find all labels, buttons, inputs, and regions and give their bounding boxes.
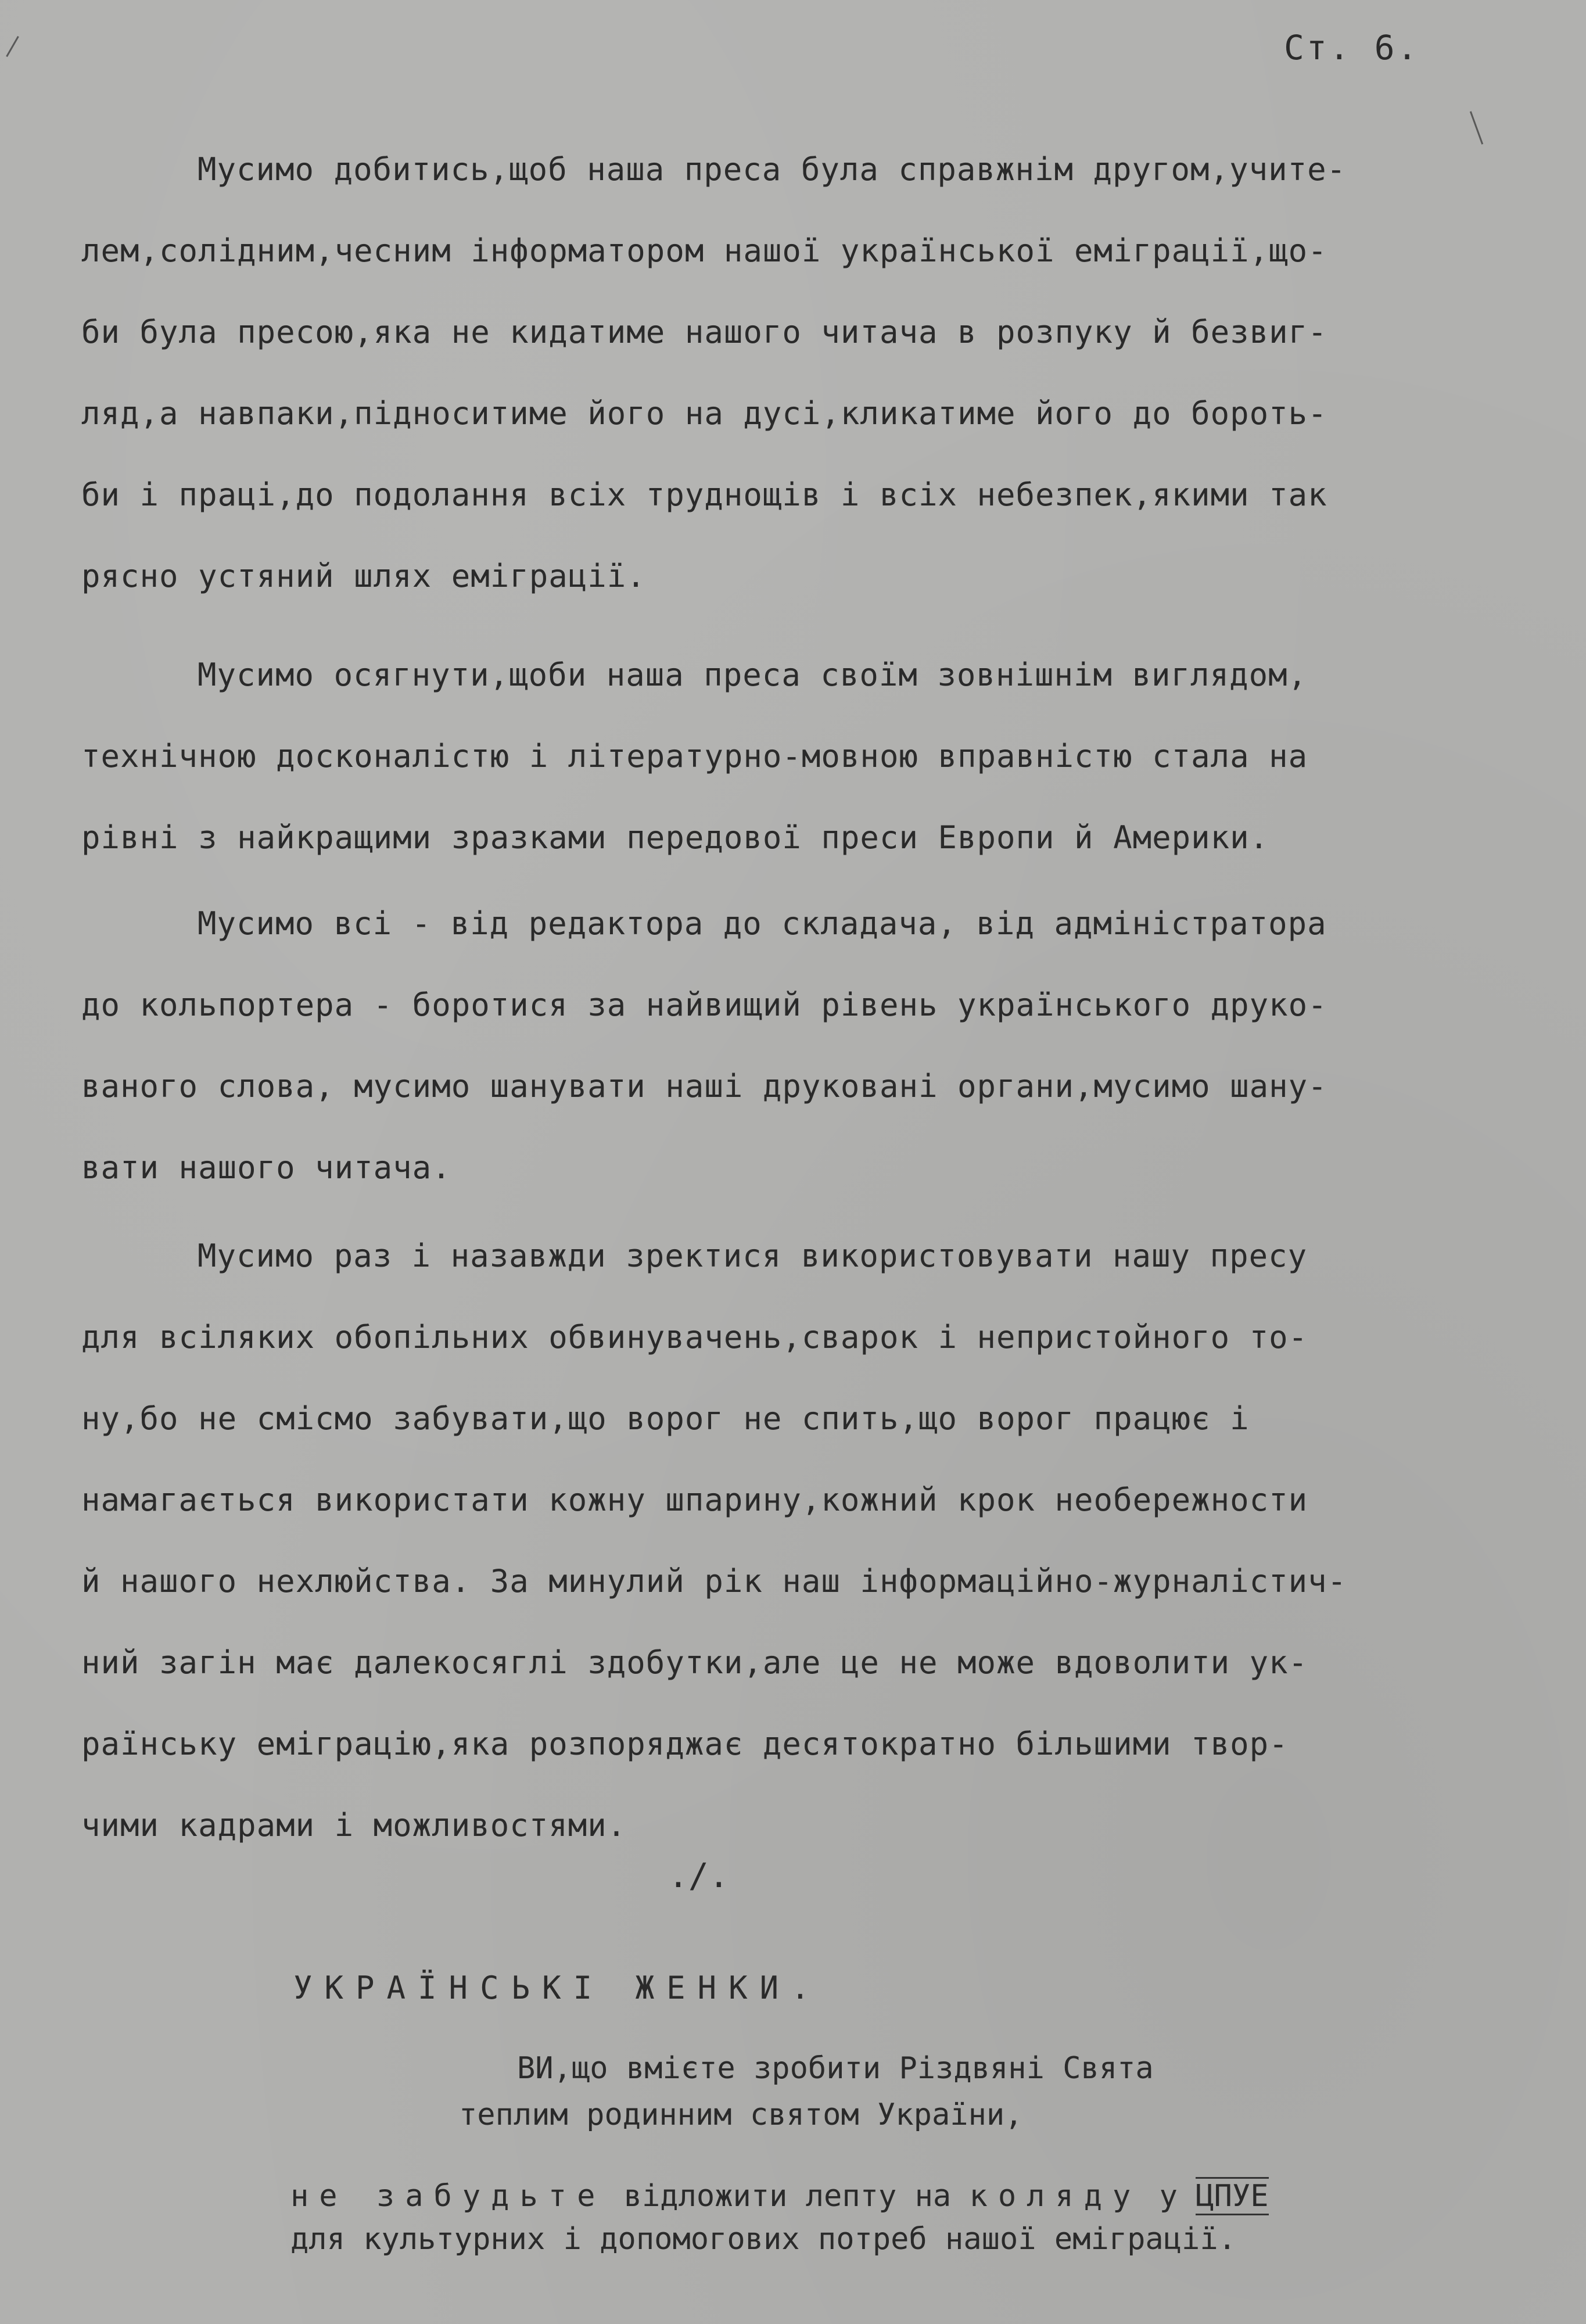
end-mark: ./.: [668, 1856, 729, 1895]
text-line: вати нашого читача.: [81, 1149, 451, 1186]
text-line: до кольпортера - боротися за найвищий рівень українського друко-: [81, 987, 1327, 1023]
text-line: чими кадрами і можливостями.: [81, 1807, 627, 1844]
text-line: раїнську еміграцію,яка розпоряджає десятократно більшими твор-: [81, 1726, 1289, 1762]
text-line: Мусимо всі - від редактора до складача, від адміністратора: [198, 905, 1327, 942]
appeal-call: [290, 2179, 1269, 2214]
appeal-call-text: відложити лепту на: [605, 2179, 970, 2214]
text-line: ваного слова, мусимо шанувати наші друковані органи,мусимо шану-: [81, 1068, 1327, 1104]
text-line: ний загін має далекосяглі здобутки,але це не може вдоволити ук-: [81, 1644, 1308, 1681]
appeal-call-emphasis: не забудьте: [290, 2179, 606, 2214]
text-line: Мусимо осягнути,щоби наша преса своїм зовнішнім виглядом,: [198, 657, 1308, 693]
text-line: ляд,а навпаки,підноситиме його на дусі,кликатиме його до бороть-: [81, 395, 1327, 432]
text-line: й нашого нехлюйства. За минулий рік наш інформаційно-журналістич-: [81, 1563, 1347, 1599]
margin-mark: [6, 36, 19, 57]
paragraph-4: [81, 1215, 1476, 1866]
organization-abbreviation: ЦПУЕ: [1196, 2177, 1268, 2215]
text-line: ну,бо не смісмо забувати,що ворог не спить,що ворог працює і: [81, 1400, 1250, 1437]
text-line: Мусимо добитись,щоб наша преса була справжнім другом,учите-: [198, 151, 1347, 188]
text-line: лем,солідним,чесним інформатором нашої української еміграції,що-: [81, 232, 1327, 269]
appeal-title: УКРАЇНСЬКІ ЖЕНКИ.: [293, 1970, 822, 2006]
page-number: Ст. 6.: [1284, 28, 1420, 67]
text-line: рівні з найкращими зразками передової преси Европи й Америки.: [81, 819, 1269, 856]
appeal-subtitle: теплим родинним святом України,: [459, 2097, 1023, 2132]
appeal-call-koliada: коляду: [969, 2179, 1142, 2214]
text-line: технічною досконалістю і літературно-мовною вправністю стала на: [81, 738, 1308, 774]
appeal-call-purpose: для культурних і допомогових потреб нашої еміграції.: [290, 2222, 1236, 2257]
text-line: би і праці,до подолання всіх труднощів і всіх небезпек,якими так: [81, 476, 1327, 513]
text-line: би була пресою,яка не кидатиме нашого читача в розпуку й безвиг-: [81, 314, 1327, 350]
text-line: Мусимо раз і назавжди зректися використовувати нашу пресу: [198, 1238, 1308, 1274]
appeal-call-text: у: [1141, 2179, 1196, 2214]
text-line: намагається використати кожну шпарину,кожний крок необережности: [81, 1482, 1308, 1518]
paragraph-3: [81, 883, 1476, 1208]
paragraph-1: [81, 129, 1476, 617]
text-line: рясно устяний шлях еміграції.: [81, 558, 646, 594]
text-line: для всіляких обопільних обвинувачень,сварок і непристойного то-: [81, 1319, 1308, 1355]
appeal-subtitle: ВИ,що вмієте зробити Різдвяні Свята: [517, 2051, 1154, 2086]
paragraph-2: [81, 634, 1476, 878]
